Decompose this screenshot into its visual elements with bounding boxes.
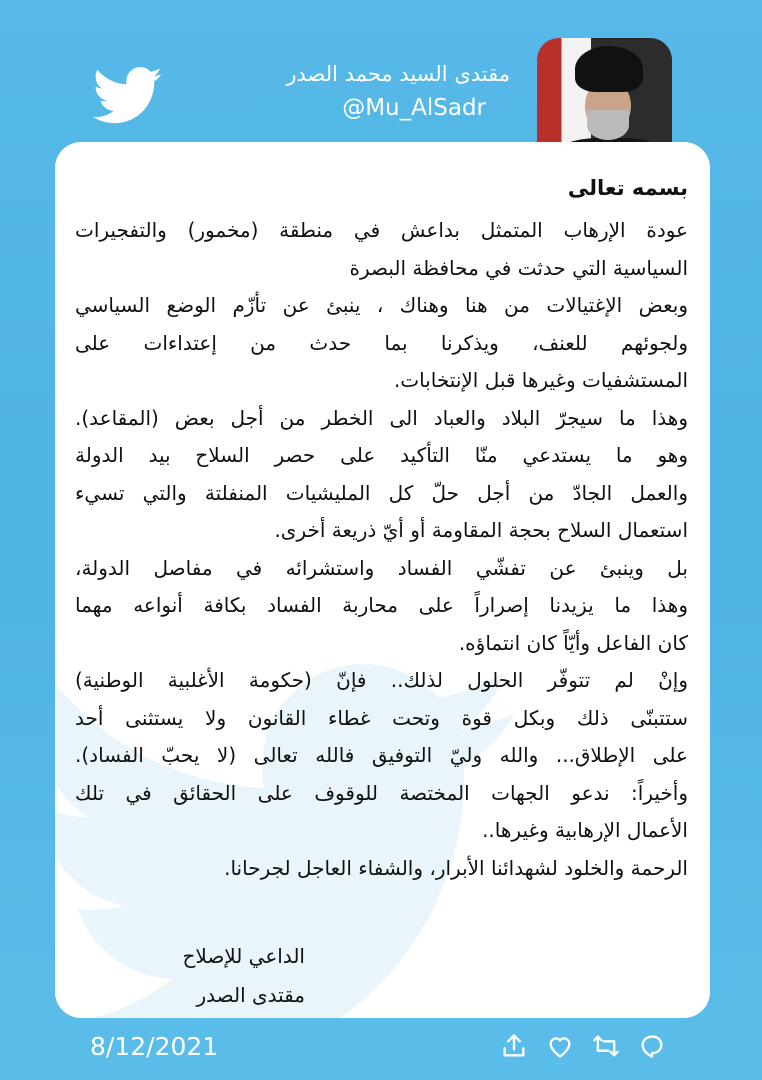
tweet-text-line: استعمال السلاح بحجة المقاومة أو أيّ ذريعة أخرى. [274,518,688,542]
tweet-text-line: وهذا ما يزيدنا إصراراً على محاربة الفساد بكافة أنواعه مهما [75,593,688,617]
tweet-text-line: وهو ما يستدعي منّا التأكيد على حصر السلاح بيد الدولة [75,443,688,467]
like-icon[interactable] [546,1032,574,1060]
signature-line: مقتدى الصدر [196,983,305,1007]
tweet-text-line: ستتبنّى ذلك وبكل قوة وتحت غطاء القانون ولا يستثنى أحد [75,705,688,730]
user-handle[interactable]: @Mu_AlSadr [342,95,486,121]
tweet-text-line: الأعمال الإرهابية وغيرها.. [482,818,688,842]
tweet-text-line: وهذا ما سيجرّ البلاد والعباد الى الخطر من أجل بعض (المقاعد). [75,405,688,430]
tweet-text-line: بل وينبئ عن تفشّي الفساد واستشرائه في مفاصل الدولة، [75,555,688,580]
tweet-text-line: وأخيراً: ندعو الجهات المختصة للوقوف على الحقائق في تلك [75,780,688,805]
signature [135,937,305,1015]
tweet-text-line: الرحمة والخلود لشهدائنا الأبرار، والشفاء العاجل لجرحانا. [224,855,688,880]
tweet-text-line: على الإطلاق... والله وليّ التوفيق فالله تعالى (لا يحبّ الفساد). [75,743,688,767]
tweet-date: 8/12/2021 [90,1032,219,1061]
tweet-text [75,172,688,887]
signature-line: الداعي للإصلاح [182,944,305,968]
retweet-icon[interactable] [592,1032,620,1060]
twitter-bird-icon [93,66,163,126]
tweet-actions [500,1032,666,1060]
tweet-text-line: المستشفيات وغيرها قبل الإنتخابات. [393,368,688,392]
tweet-text-line: كان الفاعل وأيّاً كان انتماؤه. [458,630,688,655]
tweet-text-line: وبعض الإغتيالات من هنا وهناك ، ينبئ عن تأزّم الوضع السياسي [75,293,688,317]
tweet-card [55,142,710,1018]
tweet-heading: بسمه تعالى [567,176,688,200]
tweet-text-line: السياسية التي حدثت في محافظة البصرة [349,255,688,280]
display-name[interactable]: مقتدى السيد محمد الصدر [286,62,510,86]
share-icon[interactable] [500,1032,528,1060]
tweet-text-line: وإنْ لم تتوفّر الحلول لذلك.. فإنّ (حكومة الأغلبية الوطنية) [75,668,688,692]
tweet-text-line: عودة الإرهاب المتمثل بداعش في منطقة (مخمور) والتفجيرات [75,218,688,242]
tweet-text-line: ولجوئهم للعنف، ويذكرنا بما حدث من إعتداءات على [75,330,688,355]
reply-icon[interactable] [638,1032,666,1060]
tweet-text-line: والعمل الجادّ من أجل حلّ كل المليشيات المنفلتة والتي تسيء [75,480,688,505]
